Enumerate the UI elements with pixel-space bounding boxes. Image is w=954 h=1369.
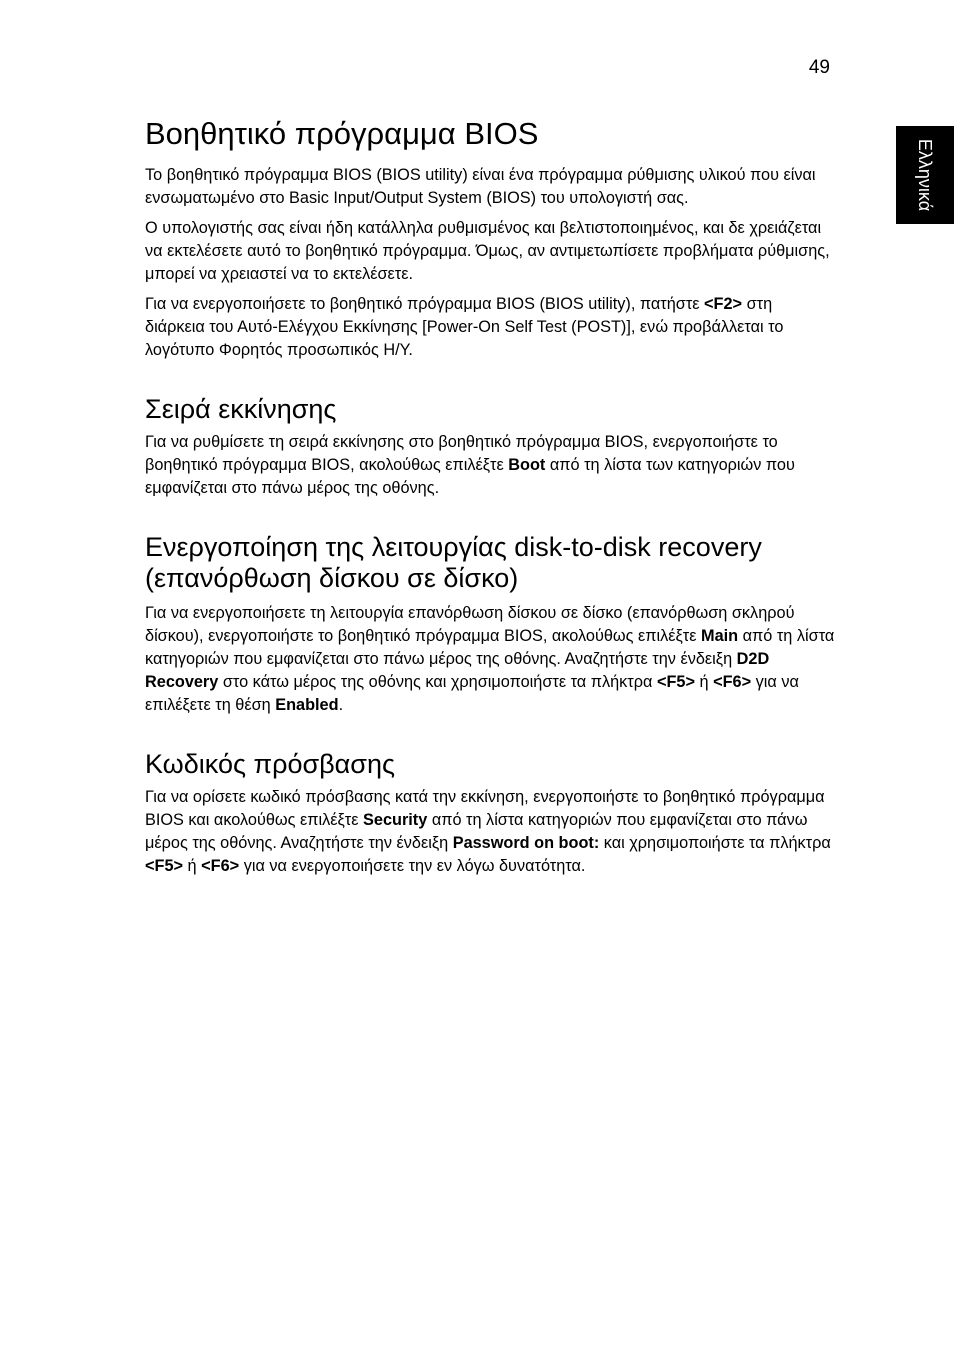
key-f5: <F5>	[656, 673, 695, 691]
text-run: Για να ενεργοποιήσετε το βοηθητικό πρόγραμμα BIOS (BIOS utility), πατήστε	[145, 295, 705, 313]
text-run: ή	[694, 673, 714, 691]
page-number: 49	[808, 57, 830, 78]
paragraph-d2d-recovery	[145, 602, 835, 717]
value-enabled: Enabled	[275, 696, 339, 714]
paragraph-bios-intro: Το βοηθητικό πρόγραμμα BIOS (BIOS utility) είναι ένα πρόγραμμα ρύθμισης υλικού που είναι ενσωματωμένο στο Basic Input/Output System (BIOS) του υπολογιστή σας.	[145, 166, 816, 207]
text-run: από τη λίστα κατηγοριών που εμφανίζεται στο πάνω μέρος της οθόνης. Αναζητήστε την ένδειξη	[145, 811, 808, 852]
text-run: στη διάρκεια του Αυτό-Ελέγχου Εκκίνησης [Power-On Self Test (POST)], ενώ προβάλλεται το λογότυπο Φορητός προσωπικός Η/Υ.	[145, 295, 784, 359]
paragraph-bios-configured: Ο υπολογιστής σας είναι ήδη κατάλληλα ρυθμισμένος και βελτιστοποιημένος, και δε χρειάζεται να εκτελέσετε αυτό το βοηθητικό πρόγραμμα. Όμως, αν αντιμετωπίσετε προβλήματα ρύθμισης, μπορεί να χρειαστεί να το εκτελέσετε.	[145, 219, 830, 283]
section-title-d2d-recovery	[145, 532, 762, 594]
text-run: Για να ρυθμίσετε τη σειρά εκκίνησης στο βοηθητικό πρόγραμμα BIOS, ενεργοποιήστε το βοηθητικό πρόγραμμα BIOS, ακολούθως επιλέξτε	[145, 433, 778, 474]
title-line: Ενεργοποίηση της λειτουργίας disk-to-disk recovery	[145, 532, 762, 562]
language-tab-label: Ελληνικά	[915, 138, 935, 212]
text-run: ή	[183, 857, 202, 875]
paragraph-bios-activate	[145, 293, 835, 362]
paragraph-boot-sequence	[145, 431, 835, 500]
section-title-boot-sequence: Σειρά εκκίνησης	[145, 394, 337, 424]
label-password-on-boot: Password on boot:	[452, 834, 600, 852]
paragraph-password	[145, 786, 835, 878]
language-tab	[896, 126, 954, 224]
section-title-bios-utility: Βοηθητικό πρόγραμμα BIOS	[145, 116, 539, 151]
title-line: (επανόρθωση δίσκου σε δίσκο)	[145, 563, 519, 593]
menu-security: Security	[363, 811, 428, 829]
label-d2d-recovery: D2D Recovery	[145, 650, 770, 691]
text-run: Για να ορίσετε κωδικό πρόσβασης κατά την εκκίνηση, ενεργοποιήστε το βοηθητικό πρόγραμμα BIOS και ακολούθως επιλέξτε	[145, 788, 825, 829]
text-run: για να ενεργοποιήσετε την εν λόγω δυνατότητα.	[239, 857, 586, 875]
text-run: για να επιλέξετε τη θέση	[145, 673, 799, 714]
text-run: .	[338, 696, 344, 714]
text-run: Για να ενεργοποιήσετε τη λειτουργία επανόρθωση δίσκου σε δίσκο (επανόρθωση σκληρού δίσκου), ενεργοποιήστε το βοηθητικό πρόγραμμα BIOS, ακολούθως επιλέξτε	[145, 604, 795, 645]
section-title-password: Κωδικός πρόσβασης	[145, 749, 395, 779]
text-run: από τη λίστα κατηγοριών που εμφανίζεται στο πάνω μέρος της οθόνης. Αναζητήστε την ένδειξη	[145, 627, 835, 668]
text-run: από τη λίστα των κατηγοριών που εμφανίζεται στο πάνω μέρος της οθόνης.	[145, 456, 795, 497]
text-run: στο κάτω μέρος της οθόνης και χρησιμοποιήστε τα πλήκτρα	[218, 673, 657, 691]
key-f2: <F2>	[704, 295, 743, 313]
text-run: και χρησιμοποιήστε τα πλήκτρα	[599, 834, 831, 852]
key-f6: <F6>	[713, 673, 752, 691]
key-f6: <F6>	[201, 857, 240, 875]
key-f5: <F5>	[145, 857, 184, 875]
menu-main: Main	[701, 627, 739, 645]
menu-boot: Boot	[508, 456, 546, 474]
